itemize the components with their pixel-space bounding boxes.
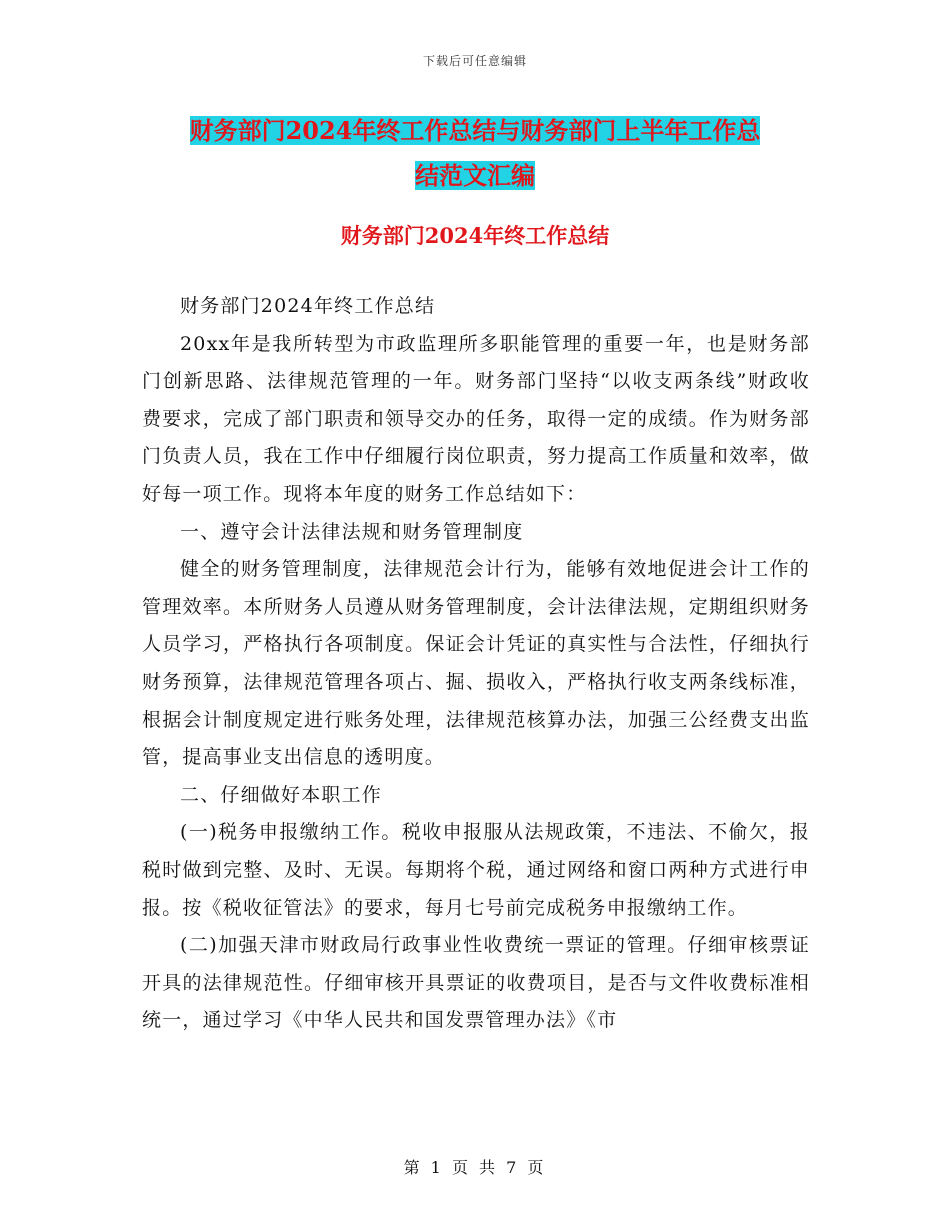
paragraph-heading: 二、仔细做好本职工作 [180,783,383,806]
paragraph: (二)加强天津市财政局行政事业性收费统一票证的管理。仔细审核票证开具的法律规范性。仔细审核开具票证的收费项目，是否与文件收费标准相统一，通过学习《中华人民共和国发票管理办法》《市 [142,934,810,1032]
document-title-line-2: 结范文汇编 [415,161,535,190]
section-title: 财务部门2024年终工作总结 [340,223,610,248]
paragraph: 健全的财务管理制度，法律规范会计行为，能够有效地促进会计工作的管理效率。本所财务人员遵从财务管理制度，会计法律法规，定期组织财务人员学习，严格执行各项制度。保证会计凭证的真实性与合法性，仔细执行财务预算，法律规范管理各项占、掘、损收入，严格执行收支两条线标准，根据会计制度规定进行账务处理，法律规范核算办法，加强三公经费支出监管，提高事业支出信息的透明度。 [142,558,810,769]
paragraph-heading: 一、遵守会计法律法规和财务管理制度 [180,520,524,543]
paragraph: 20xx年是我所转型为市政监理所多职能管理的重要一年，也是财务部门创新思路、法律规范管理的一年。财务部门坚持“以收支两条线”财政收费要求，完成了部门职责和领导交办的任务，取得一定的成绩。作为财务部门负责人员，我在工作中仔细履行岗位职责，努力提高工作质量和效率，做好每一项工作。现将本年度的财务工作总结如下： [142,332,810,505]
paragraph: (一)税务申报缴纳工作。税收申报服从法规政策，不违法、不偷欠，报税时做到完整、及时、无误。每期将个税，通过网络和窗口两种方式进行申报。按《税收征管法》的要求，每月七号前完成税务申报缴纳工作。 [142,821,810,919]
header-note: 下载后可任意编辑 [422,54,527,68]
document-title [120,108,830,198]
paragraph: 财务部门2024年终工作总结 [180,295,436,317]
document-title-line-1: 财务部门2024年终工作总结与财务部门上半年工作总 [189,116,761,145]
page-indicator: 第 1 页 共 7 页 [403,1158,547,1177]
document-body [142,288,810,1040]
